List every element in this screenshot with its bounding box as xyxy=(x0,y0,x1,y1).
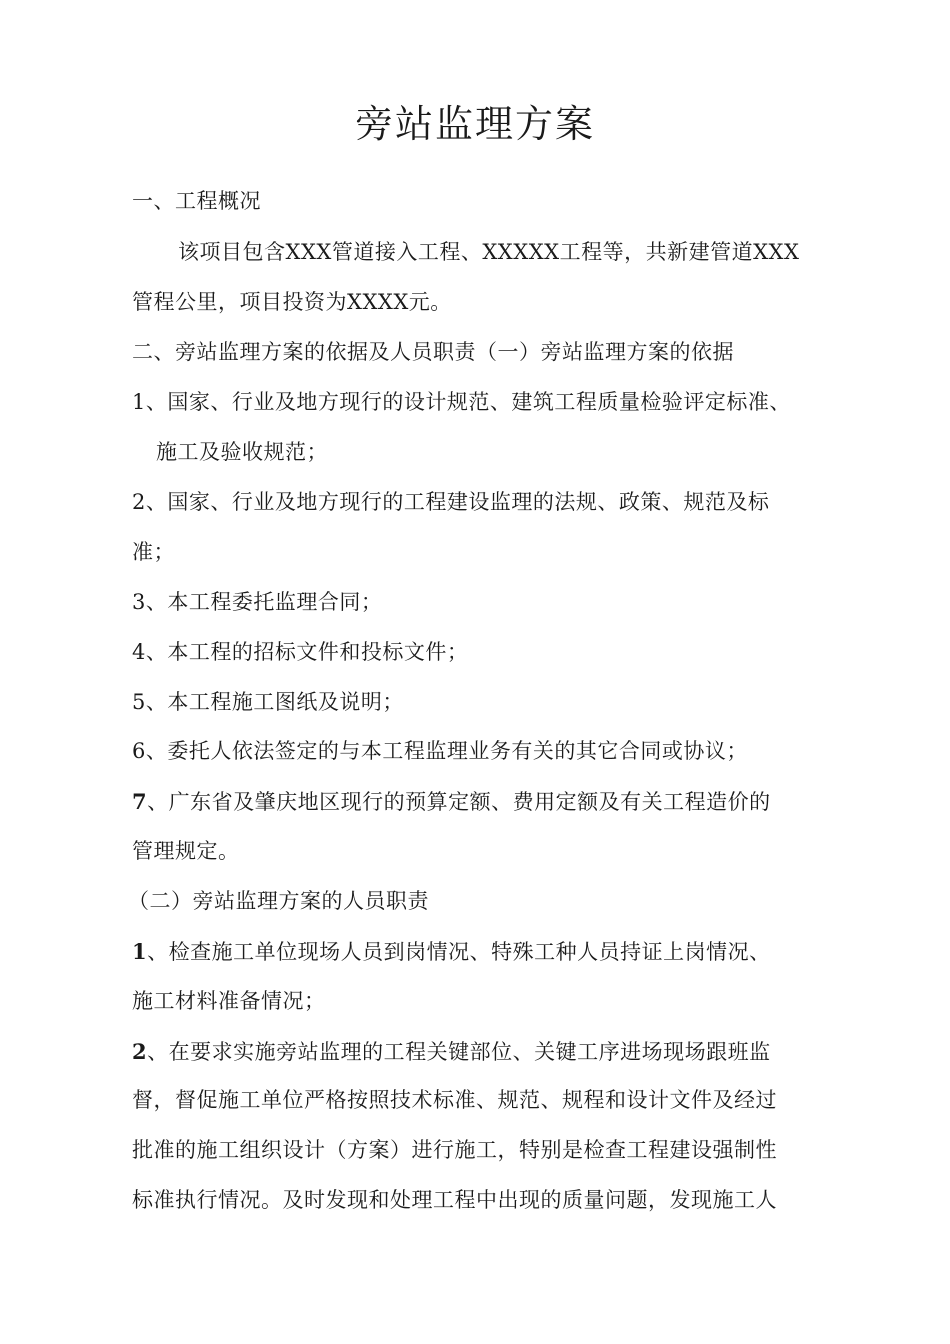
list-item-text: 、在要求实施旁站监理的工程关键部位、关键工序进场现场跟班监 xyxy=(147,1040,771,1064)
list-number: 2 xyxy=(132,1039,148,1064)
list-item-continuation: 施工及验收规范； xyxy=(156,440,328,464)
list-item: 4、本工程的招标文件和投标文件； xyxy=(132,640,469,664)
list-item: 1、国家、行业及地方现行的设计规范、建筑工程质量检验评定标准、 xyxy=(132,390,791,414)
list-item-text: 、广东省及肇庆地区现行的预算定额、费用定额及有关工程造价的 xyxy=(147,790,771,814)
list-item-continuation: 管理规定。 xyxy=(132,839,240,863)
paragraph-line: 该项目包含XXX管道接入工程、XXXXX工程等，共新建管道XXX xyxy=(178,240,800,264)
document-title: 旁站监理方案 xyxy=(354,102,595,146)
list-item: 6、委托人依法签定的与本工程监理业务有关的其它合同或协议； xyxy=(132,739,748,763)
list-item-continuation: 督，督促施工单位严格按照技术标准、规范、规程和设计文件及经过 xyxy=(132,1088,777,1112)
section-heading-basis: 二、旁站监理方案的依据及人员职责（一）旁站监理方案的依据 xyxy=(132,340,734,364)
section-heading-overview: 一、工程概况 xyxy=(132,189,261,213)
list-item: 5、本工程施工图纸及说明； xyxy=(132,690,404,714)
paragraph-line: 管程公里，项目投资为XXXX元。 xyxy=(132,290,452,314)
list-number: 7 xyxy=(132,789,148,814)
list-item: 3、本工程委托监理合同； xyxy=(132,590,383,614)
list-item-continuation: 准； xyxy=(132,540,175,564)
list-item-continuation: 施工材料准备情况； xyxy=(132,989,326,1013)
list-item xyxy=(132,791,771,813)
list-item-continuation: 批准的施工组织设计（方案）进行施工，特别是检查工程建设强制性 xyxy=(132,1138,777,1162)
list-item xyxy=(132,1041,771,1063)
list-item: 2、国家、行业及地方现行的工程建设监理的法规、政策、规范及标 xyxy=(132,490,770,514)
list-number: 1 xyxy=(132,939,148,964)
list-item-continuation: 标准执行情况。及时发现和处理工程中出现的质量问题，发现施工人 xyxy=(132,1188,777,1212)
list-item-text: 、检查施工单位现场人员到岗情况、特殊工种人员持证上岗情况、 xyxy=(147,940,771,964)
section-heading-duties: （二）旁站监理方案的人员职责 xyxy=(128,889,429,913)
list-item xyxy=(132,941,771,963)
